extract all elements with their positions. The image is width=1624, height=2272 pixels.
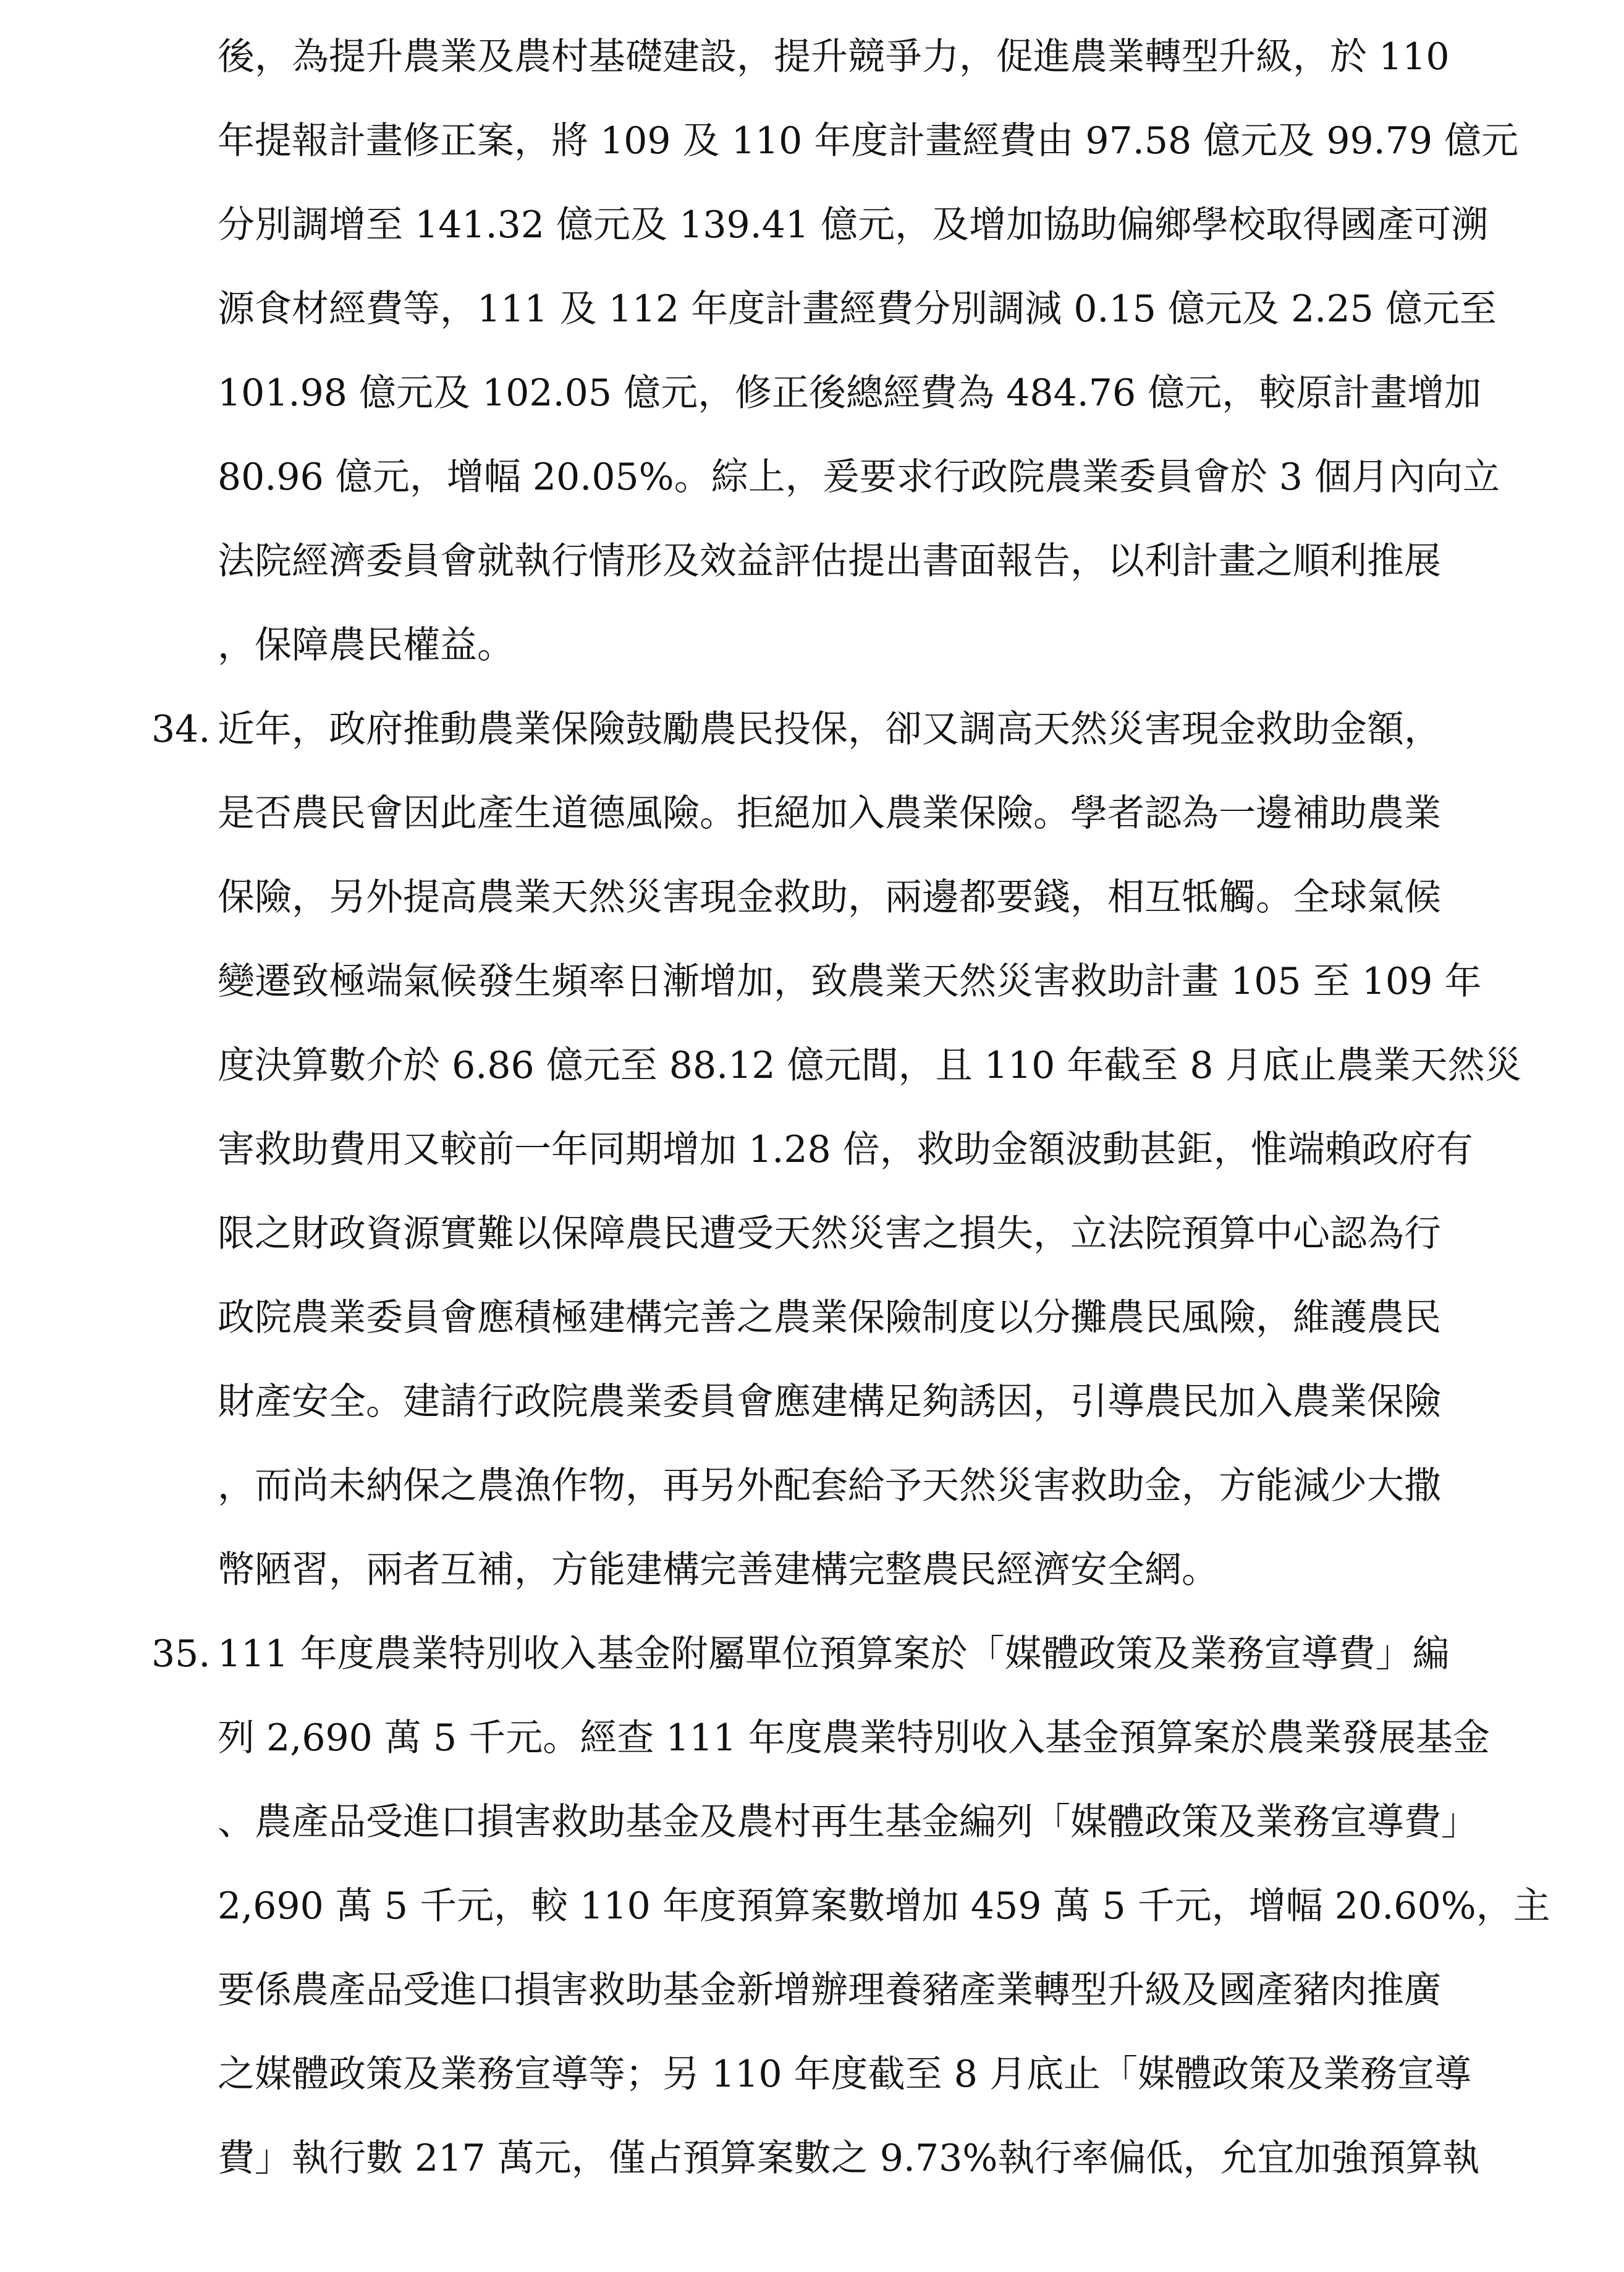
text-line: ，保障農民權益。 bbox=[218, 624, 514, 667]
item-number: 34. bbox=[151, 708, 211, 751]
text-line: 要係農產品受進口損害救助基金新增辦理養豬產業轉型升級及國產豬肉推廣 bbox=[218, 1969, 1441, 2012]
text-line: 是否農民會因此產生道德風險。拒絕加入農業保險。學者認為一邊補助農業 bbox=[218, 792, 1441, 835]
text-line: 之媒體政策及業務宣導等；另 110 年度截至 8 月底止「媒體政策及業務宣導 bbox=[218, 2053, 1471, 2096]
text-line: 限之財政資源實難以保障農民遭受天然災害之損失，立法院預算中心認為行 bbox=[218, 1212, 1441, 1255]
text-line: 費」執行數 217 萬元，僅占預算案數之 9.73%執行率偏低，允宜加強預算執 bbox=[218, 2137, 1480, 2180]
text-line: 近年，政府推動農業保險鼓勵農民投保，卻又調高天然災害現金救助金額， bbox=[218, 708, 1441, 751]
text-line: 111 年度農業特別收入基金附屬單位預算案於「媒體政策及業務宣導費」編 bbox=[218, 1632, 1450, 1676]
text-line: 分別調增至 141.32 億元及 139.41 億元，及增加協助偏鄉學校取得國產可溯 bbox=[218, 203, 1489, 247]
text-line: 度決算數介於 6.86 億元至 88.12 億元間，且 110 年截至 8 月底止農業天然災 bbox=[218, 1044, 1522, 1087]
text-line: 幣陋習，兩者互補，方能建構完善建構完整農民經濟安全網。 bbox=[218, 1548, 1219, 1592]
text-line: 政院農業委員會應積極建構完善之農業保險制度以分攤農民風險，維護農民 bbox=[218, 1296, 1441, 1339]
text-line: 80.96 億元，增幅 20.05%。綜上，爰要求行政院農業委員會於 3 個月內向立 bbox=[218, 456, 1500, 499]
text-line: 源食材經費等，111 及 112 年度計畫經費分別調減 0.15 億元及 2.25 億元至 bbox=[218, 287, 1497, 331]
text-line: 保險，另外提高農業天然災害現金救助，兩邊都要錢，相互牴觸。全球氣候 bbox=[218, 876, 1441, 919]
text-line: 後，為提升農業及農村基礎建設，提升競爭力，促進農業轉型升級，於 110 bbox=[218, 35, 1450, 78]
text-line: 2,690 萬 5 千元，較 110 年度預算案數增加 459 萬 5 千元，增幅 20.60%，主 bbox=[218, 1884, 1550, 1928]
text-line: 101.98 億元及 102.05 億元，修正後總經費為 484.76 億元，較原計畫增加 bbox=[218, 371, 1482, 415]
text-line: 列 2,690 萬 5 千元。經查 111 年度農業特別收入基金預算案於農業發展基金 bbox=[218, 1716, 1490, 1760]
text-line: ，而尚未納保之農漁作物，再另外配套給予天然災害救助金，方能減少大撒 bbox=[218, 1464, 1441, 1507]
text-line: 害救助費用又較前一年同期增加 1.28 倍，救助金額波動甚鉅，惟端賴政府有 bbox=[218, 1128, 1473, 1171]
item-number: 35. bbox=[151, 1632, 211, 1676]
text-line: 財產安全。建請行政院農業委員會應建構足夠誘因，引導農民加入農業保險 bbox=[218, 1380, 1441, 1423]
text-line: 變遷致極端氣候發生頻率日漸增加，致農業天然災害救助計畫 105 至 109 年 bbox=[218, 960, 1482, 1003]
text-line: 、農產品受進口損害救助基金及農村再生基金編列「媒體政策及業務宣導費」 bbox=[218, 1800, 1478, 1844]
text-line: 法院經濟委員會就執行情形及效益評估提出書面報告，以利計畫之順利推展 bbox=[218, 540, 1441, 583]
text-line: 年提報計畫修正案，將 109 及 110 年度計畫經費由 97.58 億元及 99.79 億元 bbox=[218, 119, 1519, 163]
